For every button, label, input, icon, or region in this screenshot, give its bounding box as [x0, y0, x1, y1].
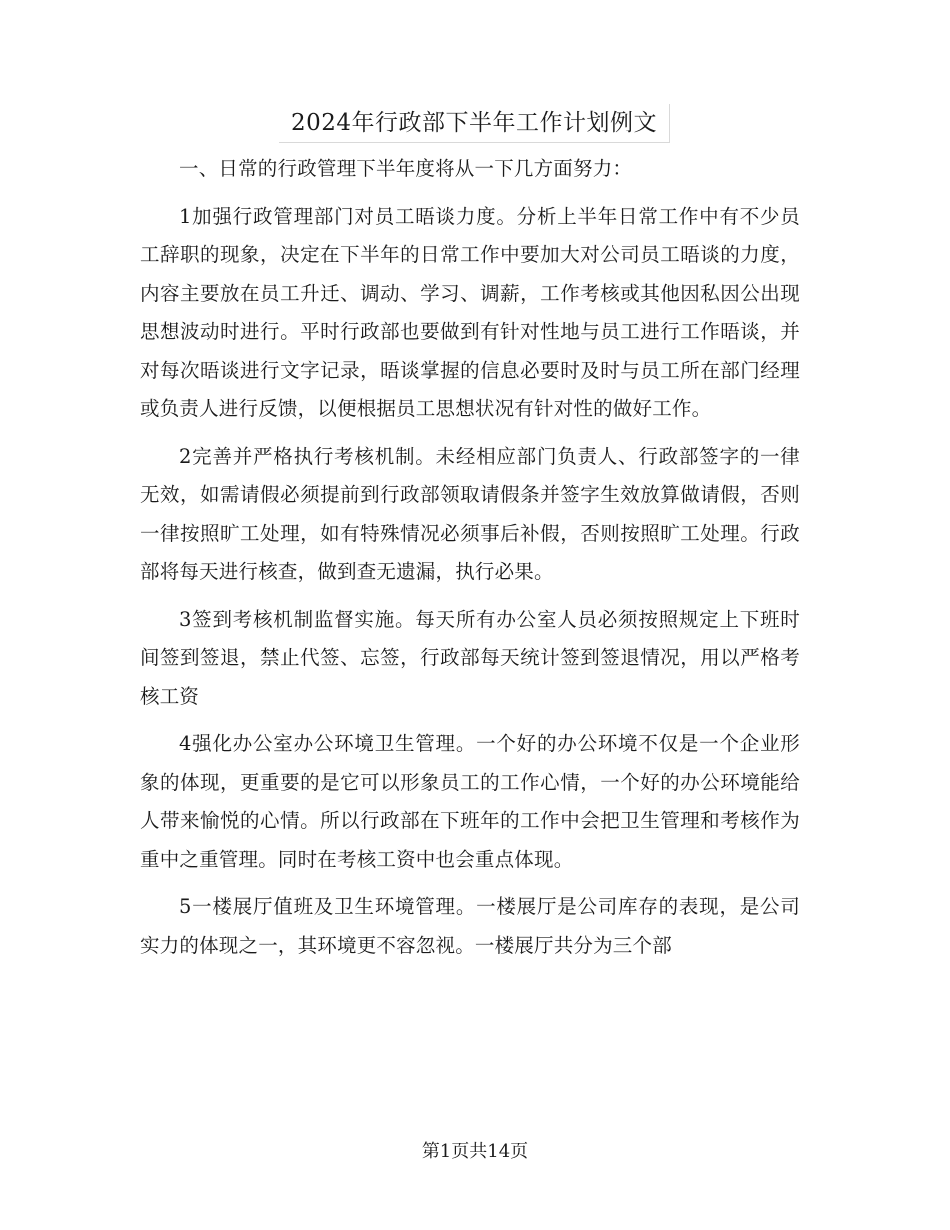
paragraph-item-3: 3签到考核机制监督实施。每天所有办公室人员必须按照规定上下班时间签到签退，禁止代签、忘签，行政部每天统计签到签退情况，用以严格考核工资	[140, 607, 800, 708]
document-title: 2024年行政部下半年工作计划例文	[279, 104, 670, 143]
paragraph-item-2: 2完善并严格执行考核机制。未经相应部门负责人、行政部签字的一律无效，如需请假必须提前到行政部领取请假条并签字生效放算做请假，否则一律按照旷工处理，如有特殊情况必须事后补假，否则按照旷工处理。行政部将每天进行核查，做到查无遗漏，执行必果。	[140, 444, 800, 583]
page-number: 第1页共14页	[421, 1141, 529, 1162]
paragraph-section-heading: 一、日常的行政管理下半年度将从一下几方面努力：	[179, 157, 633, 180]
document-body	[140, 150, 800, 974]
paragraph-item-1: 1加强行政管理部门对员工晤谈力度。分析上半年日常工作中有不少员工辞职的现象，决定在下半年的日常工作中要加大对公司员工晤谈的力度，内容主要放在员工升迁、调动、学习、调薪，工作考核或其他因私因公出现思想波动时进行。平时行政部也要做到有针对性地与员工进行工作晤谈，并对每次晤谈进行文字记录，晤谈掌握的信息必要时及时与员工所在部门经理或负责人进行反馈，以便根据员工思想状况有针对性的做好工作。	[140, 204, 800, 420]
paragraph-item-5: 5一楼展厅值班及卫生环境管理。一楼展厅是公司库存的表现，是公司实力的体现之一，其环境更不容忽视。一楼展厅共分为三个部	[140, 895, 800, 957]
paragraph-item-4: 4强化办公室办公环境卫生管理。一个好的办公环境不仅是一个企业形象的体现，更重要的是它可以形象员工的工作心情，一个好的办公环境能给人带来愉悦的心情。所以行政部在下班年的工作中会把卫生管理和考核作为重中之重管理。同时在考核工资中也会重点体现。	[140, 732, 800, 871]
